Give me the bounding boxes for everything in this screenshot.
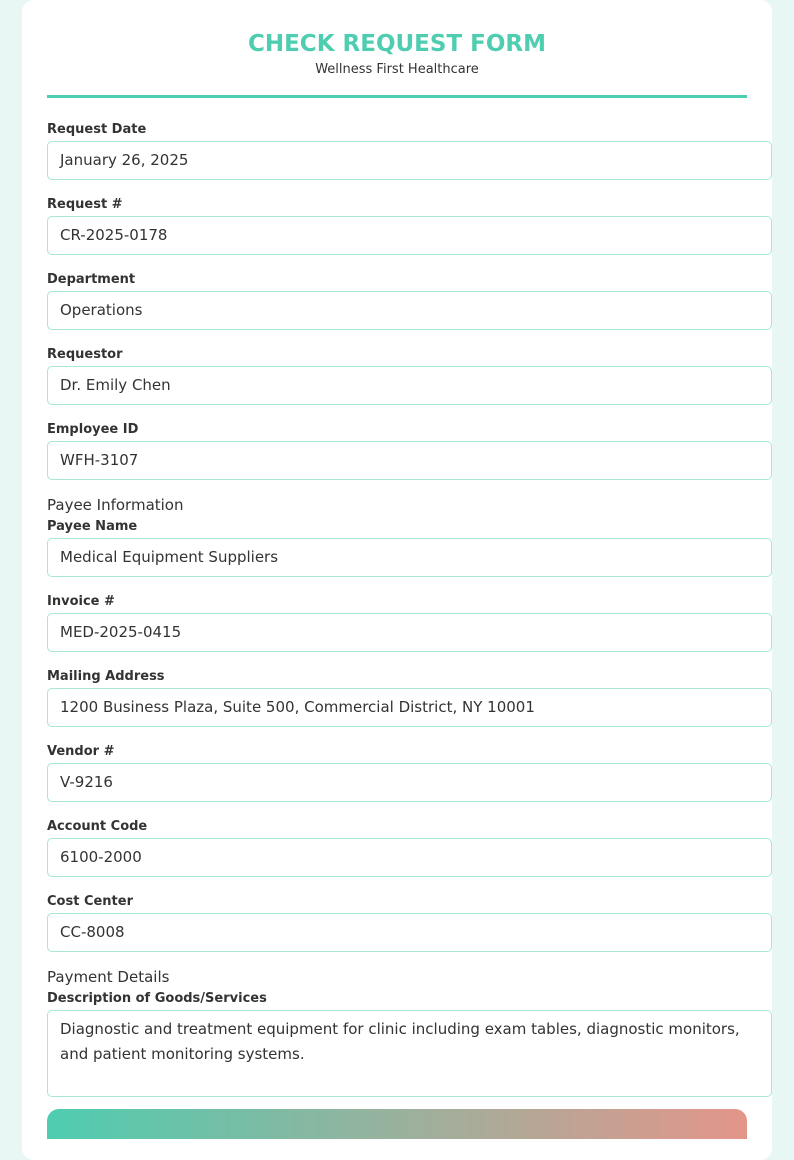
field-label: Employee ID [47, 422, 139, 437]
account-code-input[interactable]: 6100-2000 [47, 838, 772, 877]
requestor-input[interactable]: Dr. Emily Chen [47, 366, 772, 405]
field-label: Vendor # [47, 744, 115, 759]
department-input[interactable]: Operations [47, 291, 772, 330]
field-vendor-number [47, 743, 747, 802]
invoice-number-input[interactable]: MED-2025-0415 [47, 613, 772, 652]
request-number-input[interactable]: CR-2025-0178 [47, 216, 772, 255]
field-label: Request Date [47, 122, 147, 137]
field-label: Requestor [47, 347, 123, 362]
request-date-input[interactable]: January 26, 2025 [47, 141, 772, 180]
payee-name-input[interactable]: Medical Equipment Suppliers [47, 538, 772, 577]
vendor-number-input[interactable]: V-9216 [47, 763, 772, 802]
field-cost-center [47, 893, 747, 952]
description-textarea[interactable]: Diagnostic and treatment equipment for clinic including exam tables, diagnostic monitors, and patient monitoring systems. [47, 1010, 772, 1097]
field-label: Invoice # [47, 594, 115, 609]
field-department [47, 271, 747, 330]
field-mailing-address [47, 668, 747, 727]
field-payee-name [47, 518, 747, 577]
field-requestor [47, 346, 747, 405]
cost-center-input[interactable]: CC-8008 [47, 913, 772, 952]
page-title: CHECK REQUEST FORM [247, 31, 547, 57]
organization-name: Wellness First Healthcare [315, 62, 479, 77]
field-description [47, 990, 747, 1097]
mailing-address-input[interactable]: 1200 Business Plaza, Suite 500, Commercial District, NY 10001 [47, 688, 772, 727]
employee-id-input[interactable]: WFH-3107 [47, 441, 772, 480]
gradient-section-bar [47, 1109, 747, 1139]
field-employee-id [47, 421, 747, 480]
field-request-number [47, 196, 747, 255]
field-request-date [47, 121, 747, 180]
field-label: Account Code [47, 819, 148, 834]
payment-section-heading: Payment Details [47, 968, 170, 986]
payee-section-heading: Payee Information [47, 496, 184, 514]
field-account-code [47, 818, 747, 877]
field-label: Request # [47, 197, 123, 212]
header-divider [47, 95, 747, 98]
field-label: Payee Name [47, 519, 138, 534]
field-label: Mailing Address [47, 669, 165, 684]
field-label: Department [47, 272, 136, 287]
field-label: Description of Goods/Services [47, 991, 267, 1006]
field-invoice-number [47, 593, 747, 652]
field-label: Cost Center [47, 894, 134, 909]
form-card [22, 0, 772, 1160]
